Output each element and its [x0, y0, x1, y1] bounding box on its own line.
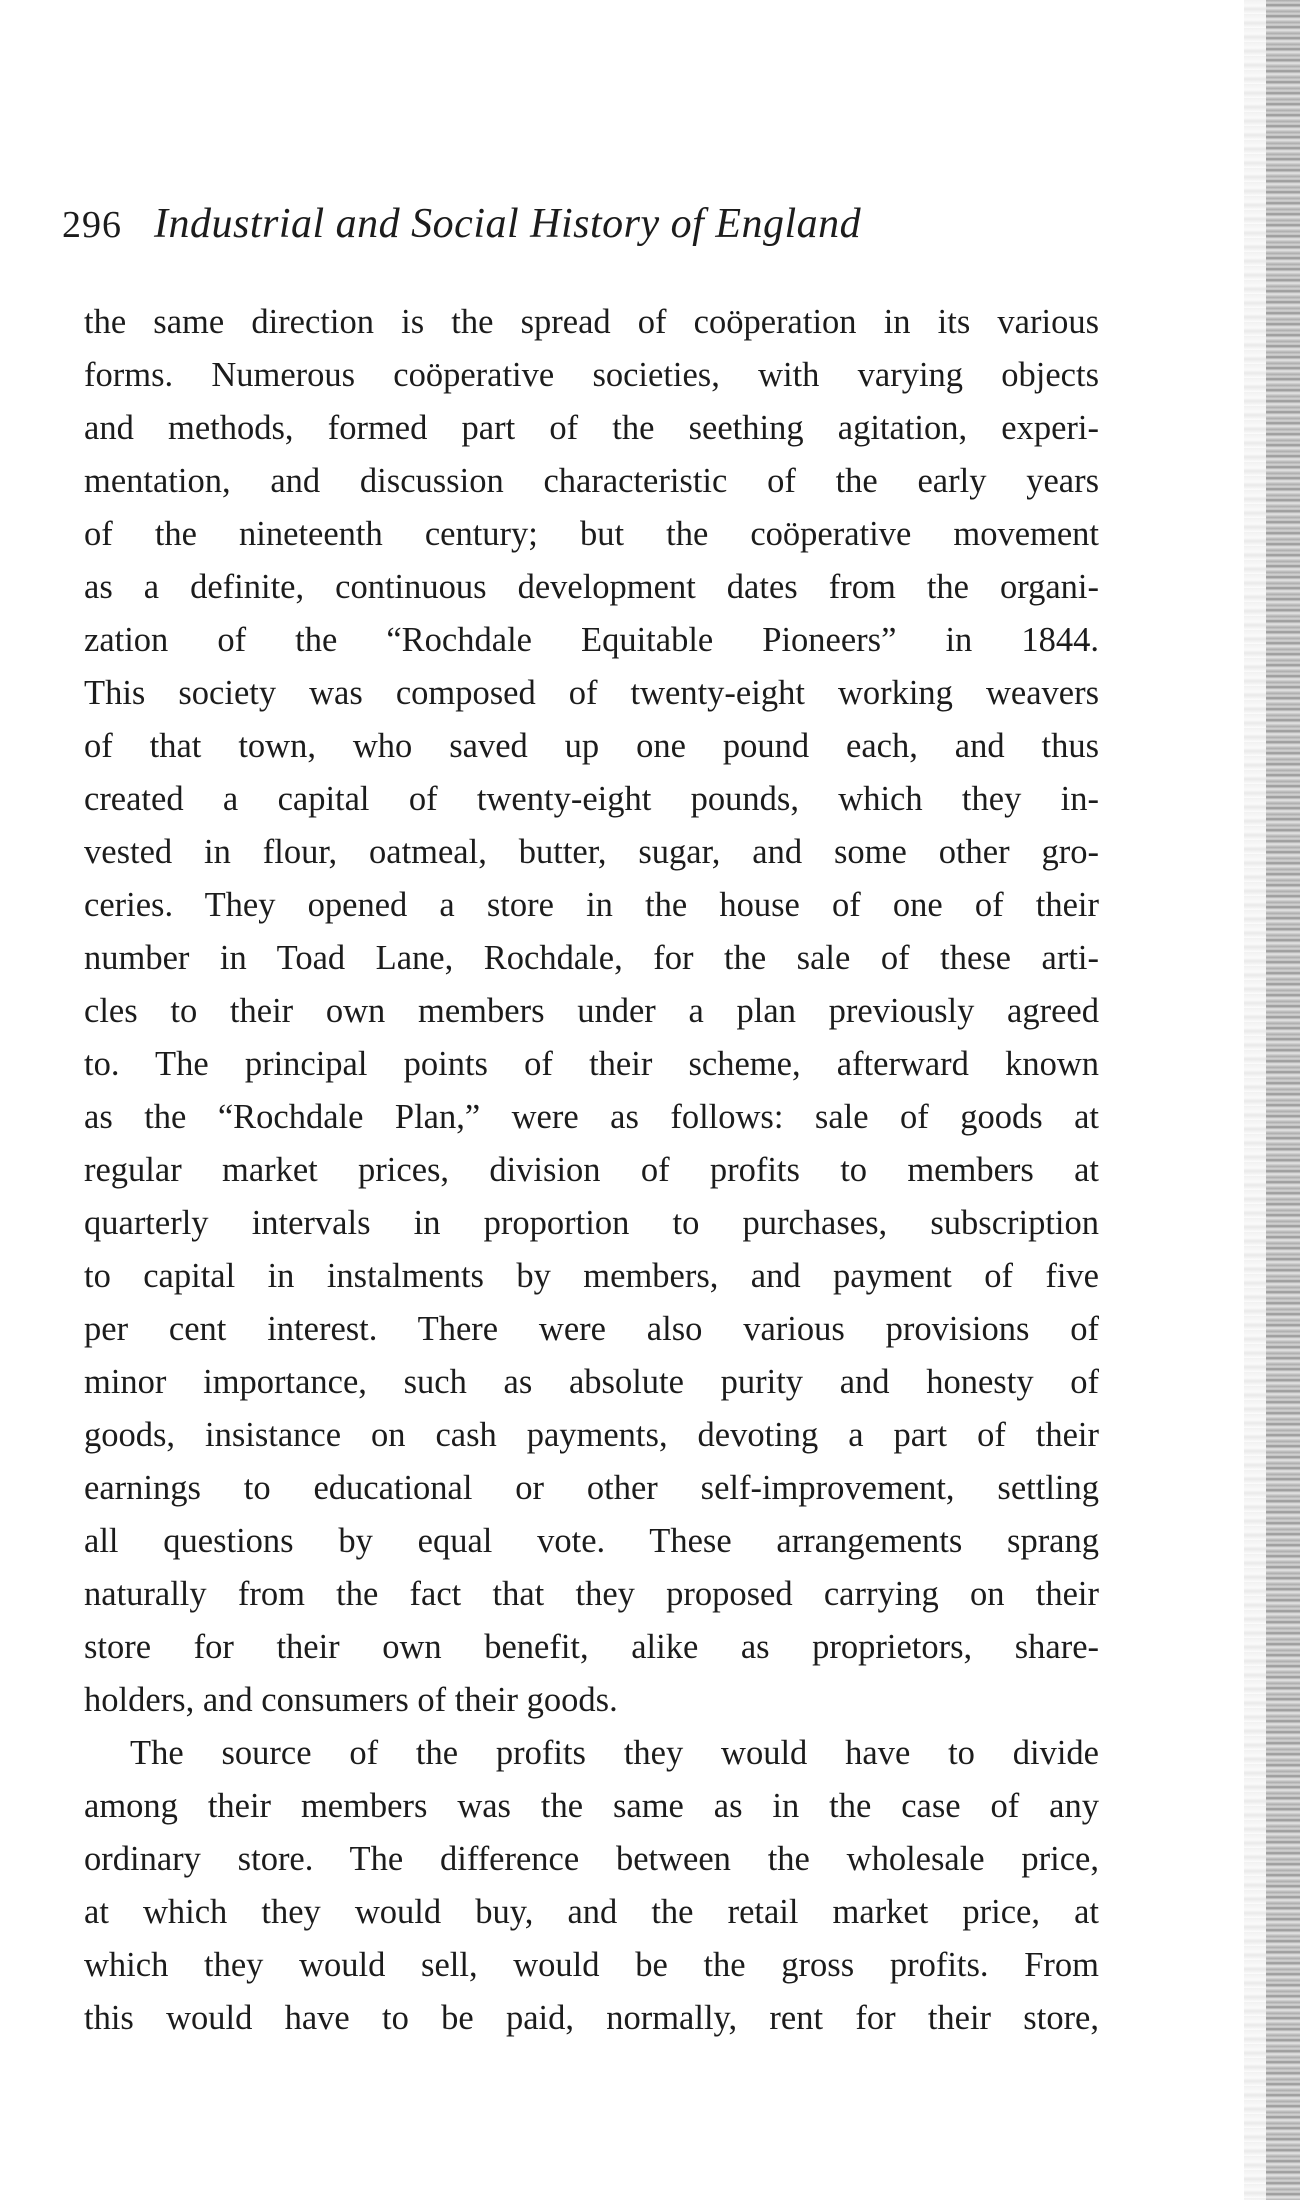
text-line: earnings to educational or other self-improvement, settling: [84, 1469, 1099, 1507]
text-line: goods, insistance on cash payments, devoting a part of their: [84, 1416, 1099, 1454]
text-line: per cent interest. There were also various provisions of: [84, 1310, 1099, 1348]
text-line: which they would sell, would be the gross profits. From: [84, 1946, 1099, 1984]
text-line: to capital in instalments by members, and payment of five: [84, 1257, 1099, 1295]
text-line: store for their own benefit, alike as proprietors, share-: [84, 1628, 1099, 1666]
text-line: of that town, who saved up one pound each, and thus: [84, 727, 1099, 765]
text-line: of the nineteenth century; but the coöperative movement: [84, 515, 1099, 553]
text-line: regular market prices, division of profits to members at: [84, 1151, 1099, 1189]
text-line: this would have to be paid, normally, rent for their store,: [84, 1999, 1099, 2037]
text-line: cles to their own members under a plan previously agreed: [84, 992, 1099, 1030]
text-line: This society was composed of twenty-eight working weavers: [84, 674, 1099, 712]
text-line: the same direction is the spread of coöperation in its various: [84, 303, 1099, 341]
text-line: all questions by equal vote. These arrangements sprang: [84, 1522, 1099, 1560]
text-line: ceries. They opened a store in the house of one of their: [84, 886, 1099, 924]
paragraph-end-line: holders, and consumers of their goods.: [84, 1681, 618, 1719]
paragraph-start-line: The source of the profits they would have to divide: [130, 1734, 1099, 1772]
page-edge-shadow: [1244, 0, 1266, 2200]
text-line: to. The principal points of their scheme, afterward known: [84, 1045, 1099, 1083]
text-line: quarterly intervals in proportion to purchases, subscription: [84, 1204, 1099, 1242]
page-number: 296: [62, 204, 122, 246]
body-text: [84, 296, 1099, 2045]
text-line: and methods, formed part of the seething agitation, experi-: [84, 409, 1099, 447]
running-head: [62, 200, 1062, 260]
text-line: ordinary store. The difference between the wholesale price,: [84, 1840, 1099, 1878]
running-title: Industrial and Social History of England: [154, 201, 862, 247]
text-line: zation of the “Rochdale Equitable Pioneers” in 1844.: [84, 621, 1099, 659]
page-edge: [1266, 0, 1300, 2200]
text-line: at which they would buy, and the retail market price, at: [84, 1893, 1099, 1931]
text-line: vested in flour, oatmeal, butter, sugar, and some other gro-: [84, 833, 1099, 871]
text-line: number in Toad Lane, Rochdale, for the sale of these arti-: [84, 939, 1099, 977]
text-line: among their members was the same as in the case of any: [84, 1787, 1099, 1825]
text-line: forms. Numerous coöperative societies, with varying objects: [84, 356, 1099, 394]
text-line: as the “Rochdale Plan,” were as follows: sale of goods at: [84, 1098, 1099, 1136]
text-line: minor importance, such as absolute purity and honesty of: [84, 1363, 1099, 1401]
text-line: naturally from the fact that they proposed carrying on their: [84, 1575, 1099, 1613]
text-line: as a definite, continuous development dates from the organi-: [84, 568, 1099, 606]
text-line: mentation, and discussion characteristic of the early years: [84, 462, 1099, 500]
text-line: created a capital of twenty-eight pounds, which they in-: [84, 780, 1099, 818]
